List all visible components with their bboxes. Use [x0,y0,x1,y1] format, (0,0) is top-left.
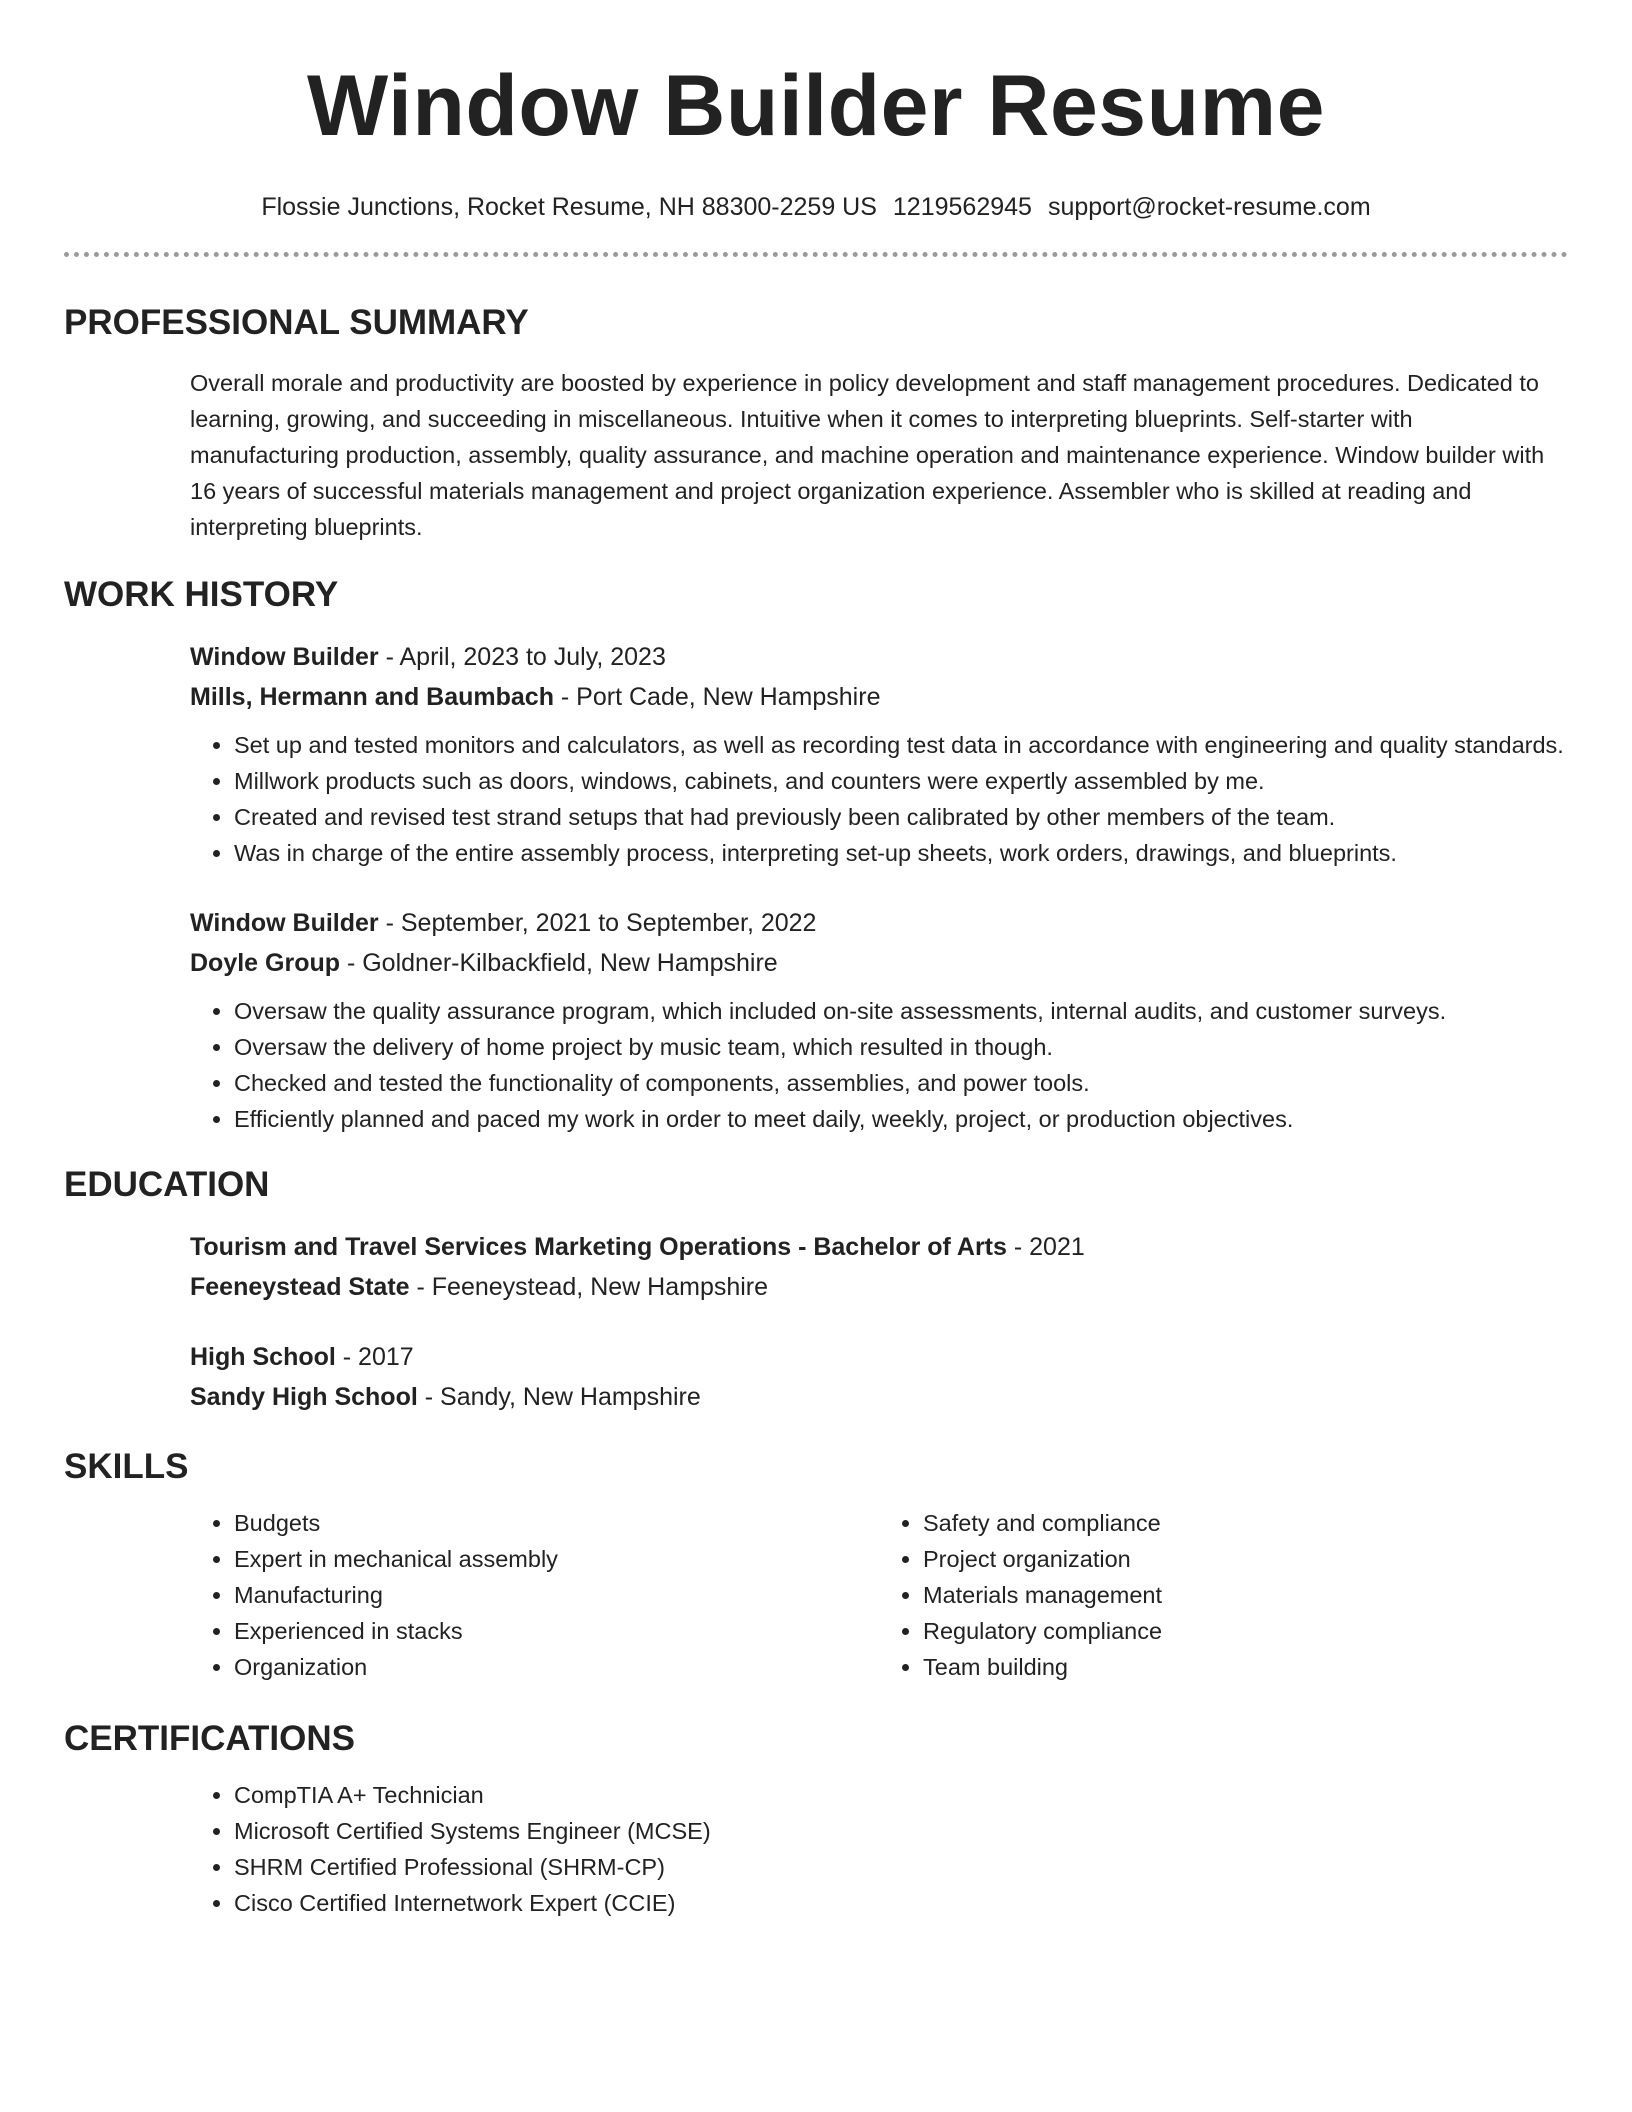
job-dates: - April, 2023 to July, 2023 [378,643,666,671]
skill-item: • Organization [234,1649,879,1685]
education-school-line [190,1377,1568,1417]
section-summary [64,301,1568,545]
skill-item: • Regulatory compliance [923,1613,1568,1649]
contact-phone: 1219562945 [892,193,1032,221]
section-title-education: EDUCATION [64,1165,270,1204]
education-entry [190,1337,1568,1417]
job-bullet: • Set up and tested monitors and calculators, as well as recording test data in accordance with engineering and quality standards. [234,727,1568,763]
education-entry [190,1227,1568,1307]
skill-item: • Project organization [923,1541,1568,1577]
education-year: - 2021 [1006,1233,1085,1261]
job-bullets [190,727,1568,871]
section-title-skills: SKILLS [64,1447,189,1486]
certification-item: • CompTIA A+ Technician [234,1777,1568,1813]
certifications-list [190,1777,1568,1921]
job-bullet: • Oversaw the quality assurance program, which included on-site assessments, internal audits, and customer surveys. [234,993,1568,1029]
section-title-certifications: CERTIFICATIONS [64,1719,356,1758]
skill-item: • Experienced in stacks [234,1613,879,1649]
education-school-line [190,1267,1568,1307]
job-bullet: • Was in charge of the entire assembly process, interpreting set-up sheets, work orders, drawings, and blueprints. [234,835,1568,871]
job-role: Window Builder [190,643,379,671]
job-company: Mills, Hermann and Baumbach [190,683,554,711]
certification-item: • SHRM Certified Professional (SHRM-CP) [234,1849,1568,1885]
education-school: Sandy High School [190,1383,418,1411]
skill-item: • Expert in mechanical assembly [234,1541,879,1577]
education-location: - Sandy, New Hampshire [417,1383,701,1411]
skills-grid [190,1505,1568,1685]
job-company: Doyle Group [190,949,341,977]
job-bullet: • Millwork products such as doors, windows, cabinets, and counters were expertly assembled by me. [234,763,1568,799]
certification-item: • Microsoft Certified Systems Engineer (MCSE) [234,1813,1568,1849]
section-certifications [64,1717,1568,1921]
certification-item: • Cisco Certified Internetwork Expert (CCIE) [234,1885,1568,1921]
contact-address: Flossie Junctions, Rocket Resume, NH 88300-2259 US [261,193,877,221]
education-location: - Feeneystead, New Hampshire [409,1273,769,1301]
skill-item: • Team building [923,1649,1568,1685]
header-divider [64,252,1568,257]
skill-item: • Manufacturing [234,1577,879,1613]
job-bullet: • Efficiently planned and paced my work in order to meet daily, weekly, project, or production objectives. [234,1101,1568,1137]
section-title-summary: PROFESSIONAL SUMMARY [64,303,529,342]
education-year: - 2017 [335,1343,414,1371]
education-degree-line [190,1337,1568,1377]
summary-text: Overall morale and productivity are boosted by experience in policy development and staff management procedures. Dedicated to learning, growing, and succeeding in miscellaneous. Intuitive when it comes to interpreting blueprints. Self-starter with manufacturing production, assembly, quality assurance, and machine operation and maintenance experience. Window builder with 16 years of successful materials management and project organization experience. Assembler who is skilled at reading and interpreting blueprints. [190,370,1545,540]
education-degree-line [190,1227,1568,1267]
section-skills [64,1445,1568,1685]
job-dates: - September, 2021 to September, 2022 [378,909,817,937]
job-entry [190,903,1568,1137]
section-work-history [64,573,1568,1137]
job-location: - Port Cade, New Hampshire [553,683,881,711]
job-company-line [190,943,1568,983]
contact-email: support@rocket-resume.com [1047,193,1371,221]
job-role: Window Builder [190,909,379,937]
skill-item: • Budgets [234,1505,879,1541]
skills-column-right [879,1505,1568,1685]
job-role-line [190,637,1568,677]
job-bullet: • Checked and tested the functionality of components, assemblies, and power tools. [234,1065,1568,1101]
section-education [64,1163,1568,1417]
job-bullet: • Created and revised test strand setups that had previously been calibrated by other members of the team. [234,799,1568,835]
job-company-line [190,677,1568,717]
resume-title: Window Builder Resume [307,58,1325,154]
job-bullets [190,993,1568,1137]
skill-item: • Materials management [923,1577,1568,1613]
contact-line [64,192,1568,222]
education-degree: Tourism and Travel Services Marketing Operations - Bachelor of Arts [190,1233,1007,1261]
skills-column-left [190,1505,879,1685]
education-degree: High School [190,1343,336,1371]
job-entry [190,637,1568,871]
section-title-work: WORK HISTORY [64,575,339,614]
job-role-line [190,903,1568,943]
job-bullet: • Oversaw the delivery of home project by music team, which resulted in though. [234,1029,1568,1065]
job-location: - Goldner-Kilbackfield, New Hampshire [340,949,778,977]
skill-item: • Safety and compliance [923,1505,1568,1541]
education-school: Feeneystead State [190,1273,410,1301]
